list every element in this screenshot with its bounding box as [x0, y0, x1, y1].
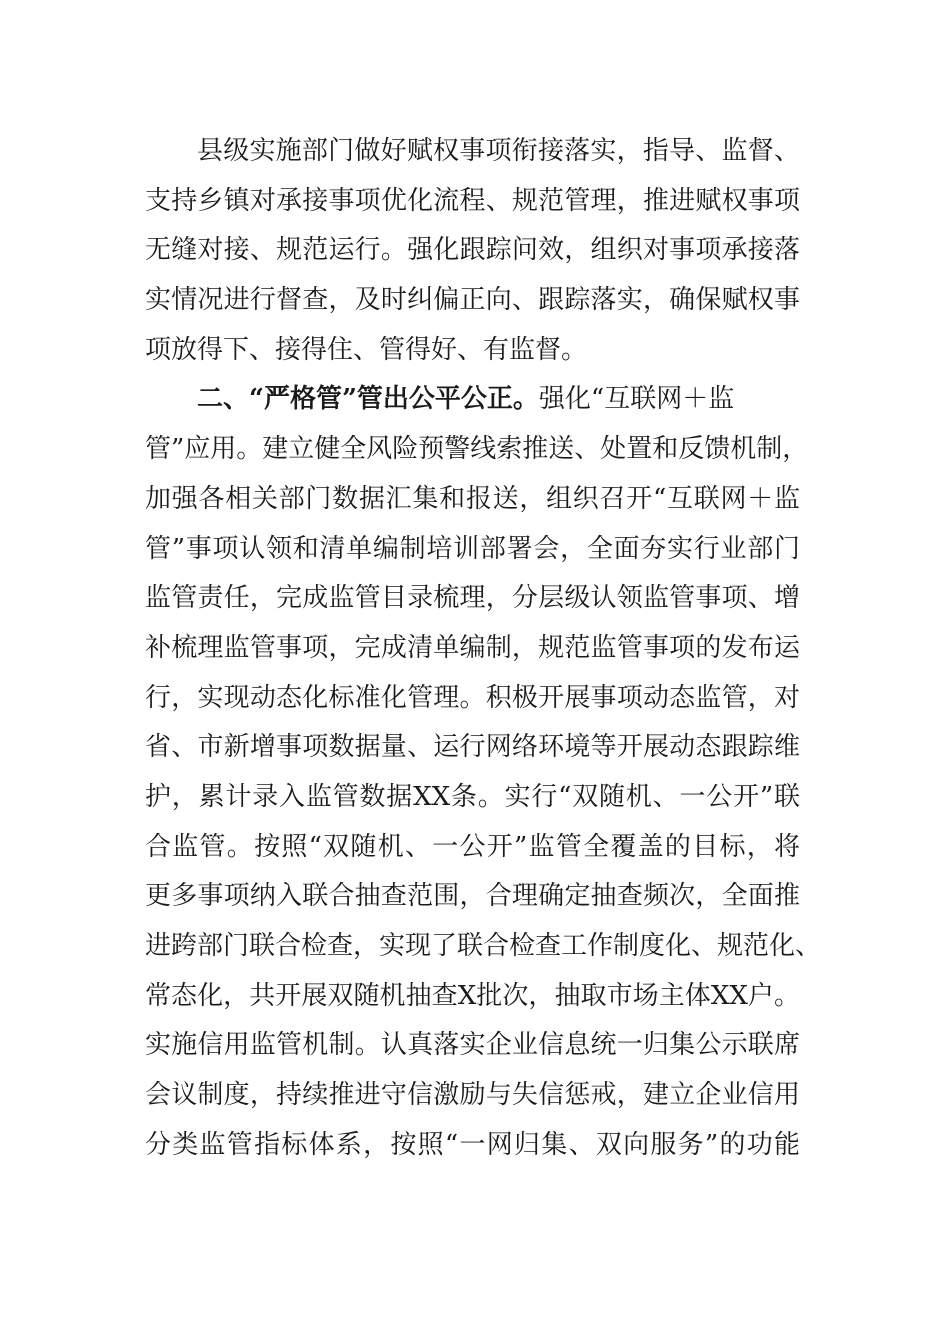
paragraph-2: [145, 375, 822, 1170]
paragraph-line: 县级实施部门做好赋权事项衔接落实，指导、监督、: [197, 136, 800, 166]
paragraph-line: 进跨部门联合检查，实现了联合检查工作制度化、规范化、: [145, 931, 822, 961]
paragraph-1: [145, 127, 800, 375]
paragraph-line: 常态化，共开展双随机抽查X批次，抽取市场主体XX户。: [145, 980, 800, 1011]
paragraph-line: 补梳理监管事项，完成清单编制，规范监管事项的发布运: [145, 632, 800, 663]
paragraph-line: 会议制度，持续推进守信激励与失信惩戒，建立企业信用: [145, 1080, 800, 1111]
paragraph-line: 无缝对接、规范运行。强化跟踪问效，组织对事项承接落: [145, 235, 800, 266]
paragraph-line: 管”应用。建立健全风险预警线索推送、处置和反馈机制，: [145, 434, 809, 465]
heading-line-rest: 强化“互联网＋监: [538, 384, 735, 415]
paragraph-line: 管”事项认领和清单编制培训部署会，全面夯实行业部门: [145, 533, 800, 564]
paragraph-line: 加强各相关部门数据汇集和报送，组织召开“互联网＋监: [145, 483, 800, 514]
section-heading: 二、“严格管”管出公平公正。: [197, 384, 539, 415]
paragraph-line: 支持乡镇对承接事项优化流程、规范管理，推进赋权事项: [145, 185, 800, 216]
paragraph-line: 更多事项纳入联合抽查范围，合理确定抽查频次，全面推: [145, 881, 800, 912]
paragraph-line: 行，实现动态化标准化管理。积极开展事项动态监管，对: [145, 682, 800, 713]
paragraph-line: 省、市新增事项数据量、运行网络环境等开展动态跟踪维: [145, 732, 800, 763]
paragraph-line: 合监管。按照“双随机、一公开”监管全覆盖的目标，将: [145, 831, 800, 862]
paragraph-line: 护，累计录入监管数据XX条。实行“双随机、一公开”联: [145, 781, 800, 812]
paragraph-line: 实施信用监管机制。认真落实企业信息统一归集公示联席: [145, 1030, 800, 1061]
paragraph-line: 监管责任，完成监管目录梳理，分层级认领监管事项、增: [145, 583, 800, 614]
document-body: [145, 127, 822, 1170]
paragraph-line: [145, 375, 800, 425]
paragraph-line: 分类监管指标体系，按照“一网归集、双向服务”的功能: [145, 1129, 800, 1160]
paragraph-line: 项放得下、接得住、管得好、有监督。: [145, 334, 588, 365]
paragraph-line: 实情况进行督查，及时纠偏正向、跟踪落实，确保赋权事: [145, 285, 800, 316]
